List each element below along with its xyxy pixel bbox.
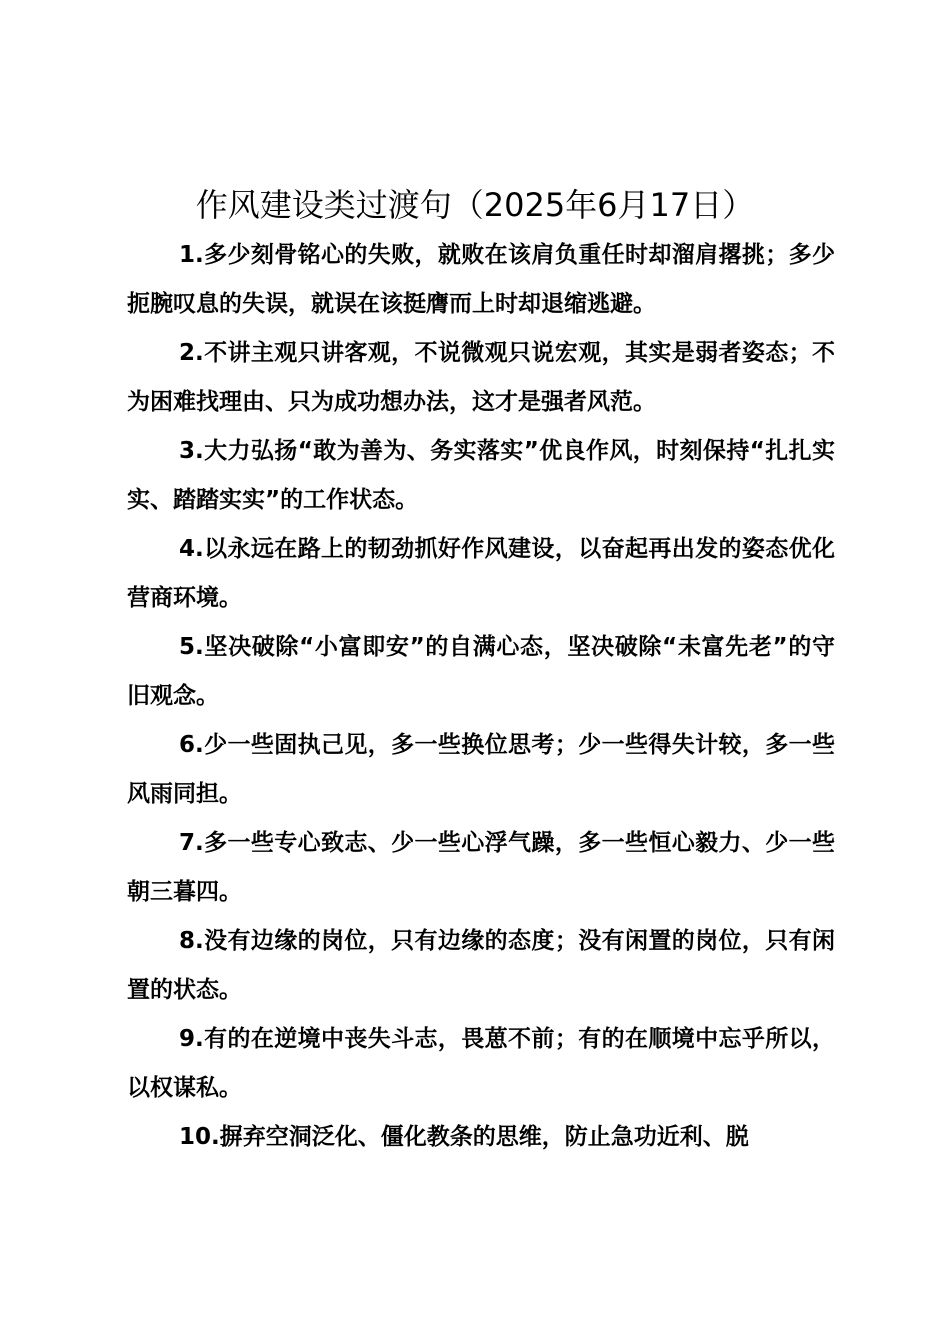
document-title: 作风建设类过渡句（2025年6月17日） — [195, 186, 755, 224]
document-body — [127, 231, 835, 1162]
paragraph-3: 3.大力弘扬“敢为善为、务实落实”优良作风，时刻保持“扎扎实实、踏踏实实”的工作状态。 — [127, 438, 835, 513]
paragraph-9: 9.有的在逆境中丧失斗志，畏葸不前；有的在顺境中忘乎所以，以权谋私。 — [127, 1026, 835, 1101]
paragraph-8: 8.没有边缘的岗位，只有边缘的态度；没有闲置的岗位，只有闲置的状态。 — [127, 928, 835, 1003]
paragraph-5: 5.坚决破除“小富即安”的自满心态，坚决破除“未富先老”的守旧观念。 — [127, 634, 835, 709]
paragraph-7: 7.多一些专心致志、少一些心浮气躁，多一些恒心毅力、少一些朝三暮四。 — [127, 830, 835, 905]
paragraph-2: 2.不讲主观只讲客观，不说微观只说宏观，其实是弱者姿态；不为困难找理由、只为成功想办法，这才是强者风范。 — [127, 340, 835, 415]
paragraph-1: 1.多少刻骨铭心的失败，就败在该肩负重任时却溜肩撂挑；多少扼腕叹息的失误，就误在该挺膺而上时却退缩逃避。 — [127, 242, 835, 317]
paragraph-10: 10.摒弃空洞泛化、僵化教条的思维，防止急功近利、脱 — [179, 1124, 749, 1150]
paragraph-4: 4.以永远在路上的韧劲抓好作风建设，以奋起再出发的姿态优化营商环境。 — [127, 536, 835, 611]
paragraph-6: 6.少一些固执己见，多一些换位思考；少一些得失计较，多一些风雨同担。 — [127, 732, 835, 807]
